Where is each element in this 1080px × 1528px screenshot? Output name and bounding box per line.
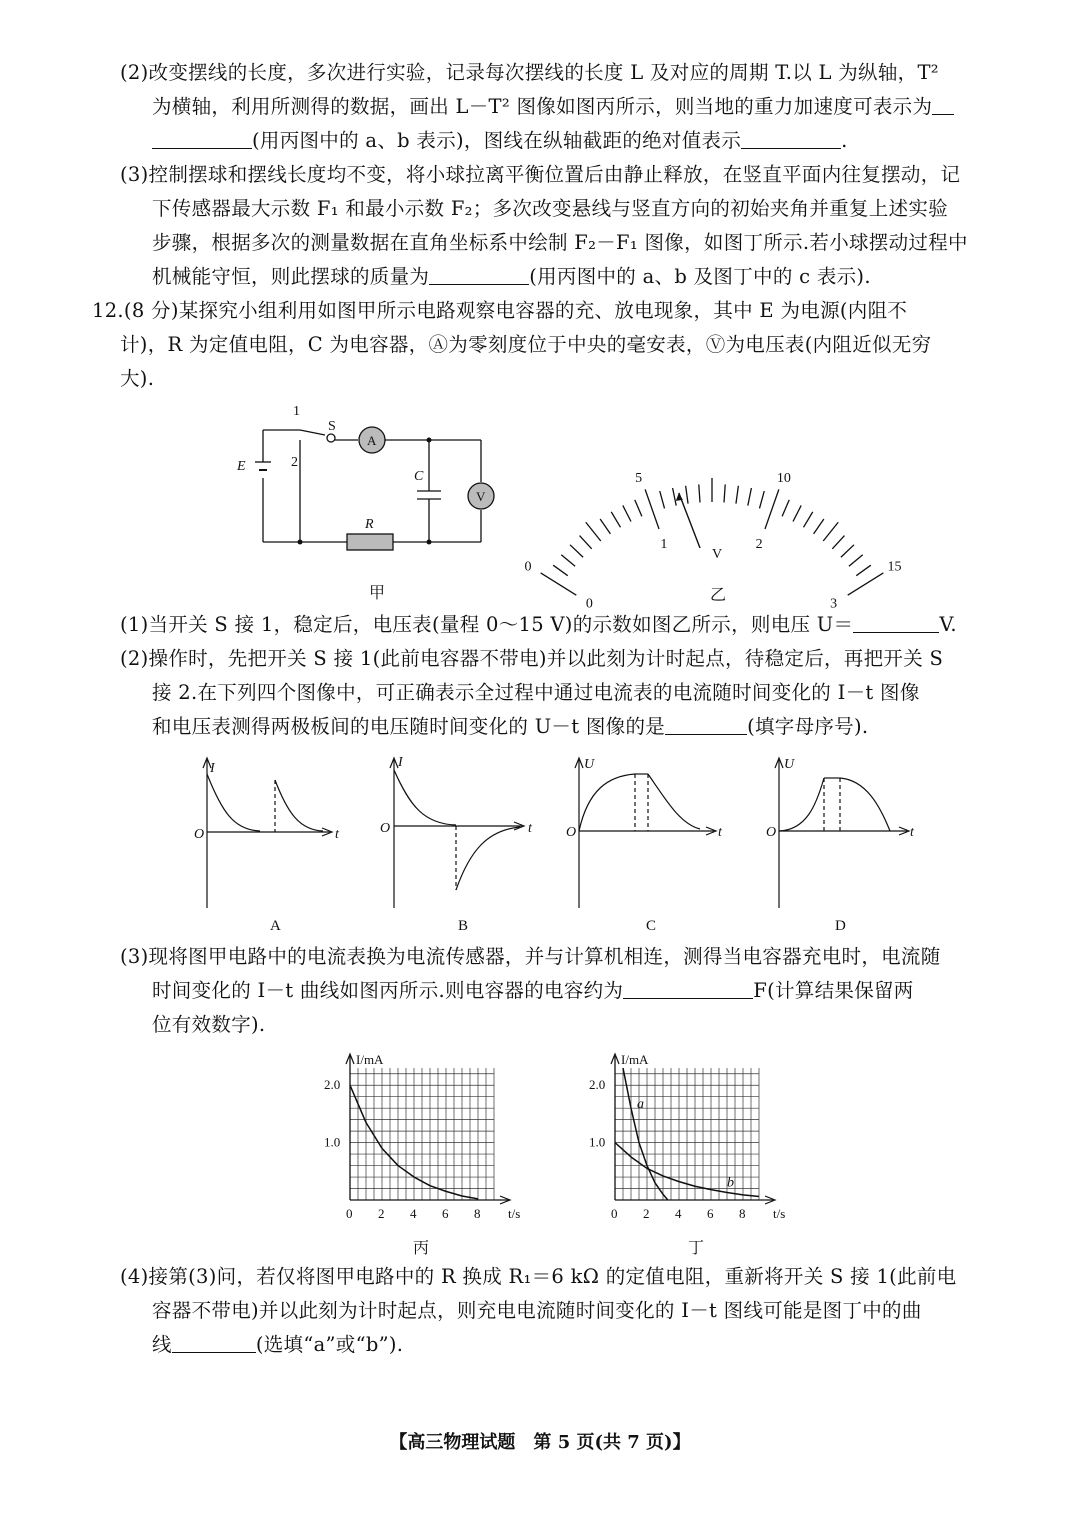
meter-tick xyxy=(645,489,659,529)
t-axis-label: t xyxy=(528,821,532,836)
q11-p2-line2 xyxy=(152,92,954,122)
meter-tick xyxy=(580,536,592,549)
series-label: a xyxy=(637,1097,644,1113)
q12-intro-line2: 计)，R 为定值电阻，C 为电容器，Ⓐ为零刻度位于中央的毫安表，Ⓥ为电压表(内阻近似无穷 xyxy=(120,333,932,356)
x-tick-label: 0 xyxy=(346,1206,353,1221)
q12-p3-line2-end: F(计算结果保留两 xyxy=(753,979,914,1002)
q12-p1-unit: V. xyxy=(939,613,957,636)
answer-blank[interactable] xyxy=(741,128,841,149)
chart-ding xyxy=(585,1040,790,1225)
meter-unit: V xyxy=(712,547,723,562)
meter-tick xyxy=(611,512,620,527)
meter-tick xyxy=(782,500,789,517)
meter-tick xyxy=(553,565,568,576)
meter-tick xyxy=(814,519,824,534)
caption-yi: 乙 xyxy=(710,585,727,604)
voltmeter-label: V xyxy=(476,489,486,504)
meter-top-label: 15 xyxy=(887,559,902,575)
meter-bottom-label: 3 xyxy=(830,596,838,612)
option-letter: D xyxy=(835,918,846,934)
option-graph-b xyxy=(372,750,542,940)
answer-blank[interactable] xyxy=(853,612,939,633)
axis-label: I xyxy=(210,761,215,776)
meter-tick xyxy=(699,484,700,502)
label-emf: E xyxy=(237,459,246,474)
q12-p4-line3 xyxy=(152,1330,403,1360)
answer-blank[interactable] xyxy=(623,978,753,999)
chart-bing xyxy=(320,1040,525,1225)
label-1: 1 xyxy=(293,404,300,419)
x-tick-label: 6 xyxy=(442,1206,449,1221)
label-capacitor: C xyxy=(414,469,424,484)
caption-jia: 甲 xyxy=(369,583,386,602)
y-tick-label: 1.0 xyxy=(589,1134,606,1150)
y-tick-label: 2.0 xyxy=(589,1077,606,1093)
answer-blank[interactable] xyxy=(665,714,747,735)
q12-p4-line2: 容器不带电)并以此刻为计时起点，则充电电流随时间变化的 I－t 图线可能是图丁中的曲 xyxy=(152,1299,922,1322)
meter-tick xyxy=(724,484,725,502)
meter-tick xyxy=(570,545,583,557)
meter-tick xyxy=(541,573,577,595)
q11-p3-line3: 步骤，根据多次的测量数据在直角坐标系中绘制 F₂－F₁ 图像，如图丁所示.若小球摆动过程中 xyxy=(152,231,968,254)
q11-p3-line4-end: (用丙图中的 a、b 及图丁中的 c 表示). xyxy=(529,265,871,288)
meter-bottom-label: 0 xyxy=(585,596,593,612)
answer-blank[interactable] xyxy=(172,1332,256,1353)
page-footer: 【高三物理试题 第 5 页(共 7 页)】 xyxy=(389,1432,691,1453)
meter-top-label: 10 xyxy=(776,471,791,487)
axis-label: I xyxy=(398,755,403,770)
q11-p3-line4 xyxy=(152,262,871,292)
answer-blank[interactable] xyxy=(932,94,954,115)
x-tick-label: 2 xyxy=(378,1206,385,1221)
axis-label: U xyxy=(584,757,595,772)
q12-p2-line2: 接 2.在下列四个图像中，可正确表示全过程中通过电流表的电流随时间变化的 I－t 图像 xyxy=(152,681,920,704)
q11-p3-line4-text: 机械能守恒，则此摆球的质量为 xyxy=(152,265,430,288)
x-tick-label: 8 xyxy=(739,1206,746,1221)
series-line xyxy=(623,1068,668,1200)
meter-tick xyxy=(673,488,677,506)
y-axis-label: I/mA xyxy=(356,1052,384,1067)
meter-tick xyxy=(586,522,601,541)
q11-p2-line3-end: . xyxy=(841,129,848,152)
q12-intro-line1: 12.(8 分)某探究小组利用如图甲所示电路观察电容器的充、放电现象，其中 E 为电源(内阻不 xyxy=(92,299,908,322)
caption-bing: 丙 xyxy=(413,1238,430,1257)
x-tick-label: 8 xyxy=(474,1206,481,1221)
meter-bottom-label: 1 xyxy=(660,537,668,553)
x-axis-label: t/s xyxy=(773,1206,786,1221)
meter-tick xyxy=(832,536,844,549)
q12-p2-line3 xyxy=(152,712,868,742)
meter-tick xyxy=(736,486,738,504)
x-tick-label: 4 xyxy=(410,1206,417,1221)
q12-intro-line3: 大). xyxy=(120,367,155,390)
series-label: b xyxy=(727,1175,734,1191)
meter-top-label: 0 xyxy=(524,559,532,575)
x-tick-label: 4 xyxy=(675,1206,682,1221)
meter-tick xyxy=(856,565,871,576)
meter-tick xyxy=(841,545,854,557)
q12-p3-line2-text: 时间变化的 I－t 曲线如图丙所示.则电容器的电容约为 xyxy=(152,979,624,1002)
meter-bottom-label: 2 xyxy=(755,537,763,553)
q12-p4-line1: (4)接第(3)问，若仅将图甲电路中的 R 换成 R₁＝6 kΩ 的定值电阻，重新将开关 S 接 1(此前电 xyxy=(120,1265,957,1288)
y-tick-label: 2.0 xyxy=(324,1077,341,1093)
answer-blank[interactable] xyxy=(152,128,252,149)
q12-p2-line3-end: (填字母序号). xyxy=(747,715,869,738)
q11-p2-line1: (2)改变摆线的长度，多次进行实验，记录每次摆线的长度 L 及对应的周期 T.以 L 为纵轴，T² xyxy=(120,61,939,84)
axis-label: U xyxy=(784,757,795,772)
origin-label: O xyxy=(194,827,205,842)
meter-tick xyxy=(600,519,610,534)
t-axis-label: t xyxy=(335,827,339,842)
x-tick-label: 6 xyxy=(707,1206,714,1221)
origin-label: O xyxy=(566,825,577,840)
origin-label: O xyxy=(766,825,777,840)
origin-label: O xyxy=(380,821,391,836)
option-graph-a xyxy=(190,750,340,940)
label-switch: S xyxy=(328,419,336,434)
meter-tick xyxy=(748,488,752,506)
option-letter: A xyxy=(270,918,281,934)
meter-tick xyxy=(848,573,884,595)
q12-p3-line1: (3)现将图甲电路中的电流表换为电流传感器，并与计算机相连，测得当电容器充电时，电流随 xyxy=(120,945,941,968)
caption-ding: 丁 xyxy=(688,1238,705,1257)
q12-p1 xyxy=(120,610,957,640)
x-axis-label: t/s xyxy=(508,1206,521,1221)
q12-p3-line2 xyxy=(152,976,914,1006)
option-letter: B xyxy=(458,918,469,934)
label-resistor: R xyxy=(365,517,374,532)
q12-p2-line1: (2)操作时，先把开关 S 接 1(此前电容器不带电)并以此刻为计时起点，待稳定后，再把开关 S xyxy=(120,647,944,670)
option-letter: C xyxy=(646,918,657,934)
x-tick-label: 0 xyxy=(611,1206,618,1221)
chart-grid xyxy=(350,1068,494,1200)
q11-p2-line2-text: 为横轴，利用所测得的数据，画出 L－T² 图像如图丙所示，则当地的重力加速度可表示为 xyxy=(152,95,933,118)
meter-tick xyxy=(823,522,838,541)
answer-blank[interactable] xyxy=(429,264,529,285)
q12-p2-line3-text: 和电压表测得两极板间的电压随时间变化的 U－t 图像的是 xyxy=(152,715,666,738)
meter-tick xyxy=(635,500,642,517)
q11-p2-line3 xyxy=(152,126,848,156)
q11-p3-line2: 下传感器最大示数 F₁ 和最小示数 F₂；多次改变悬线与竖直方向的初始夹角并重复上述实验 xyxy=(152,197,948,220)
q11-p2-line3-text: (用丙图中的 a、b 表示)，图线在纵轴截距的绝对值表示 xyxy=(252,129,742,152)
q11-p3-line1: (3)控制摆球和摆线长度均不变，将小球拉离平衡位置后由静止释放，在竖直平面内往复摆动，记 xyxy=(120,163,961,186)
q12-p1-text: (1)当开关 S 接 1，稳定后，电压表(量程 0～15 V)的示数如图乙所示，则电压 U＝ xyxy=(120,613,854,636)
meter-tick xyxy=(765,489,779,529)
circuit-diagram xyxy=(225,400,505,560)
t-axis-label: t xyxy=(718,825,722,840)
x-tick-label: 2 xyxy=(643,1206,650,1221)
voltmeter-dial xyxy=(524,420,902,612)
option-graph-c xyxy=(562,750,732,940)
meter-tick xyxy=(759,491,764,508)
label-2: 2 xyxy=(291,455,298,470)
meter-tick xyxy=(561,555,575,567)
q12-p4-line3-text: 线 xyxy=(152,1333,172,1356)
meter-needle xyxy=(679,493,700,548)
meter-tick xyxy=(849,555,863,567)
option-graph-d xyxy=(762,750,922,940)
meter-tick xyxy=(803,512,812,527)
meter-tick xyxy=(793,505,801,521)
q12-p4-line3-end: (选填“a”或“b”). xyxy=(255,1333,404,1356)
meter-tick xyxy=(623,505,631,521)
meter-tick xyxy=(686,486,688,504)
y-axis-label: I/mA xyxy=(621,1052,649,1067)
meter-top-label: 5 xyxy=(635,471,643,487)
t-axis-label: t xyxy=(910,825,914,840)
q12-p3-line3: 位有效数字). xyxy=(152,1013,266,1036)
y-tick-label: 1.0 xyxy=(324,1134,341,1150)
ammeter-label: A xyxy=(367,433,377,448)
meter-tick xyxy=(660,491,665,508)
